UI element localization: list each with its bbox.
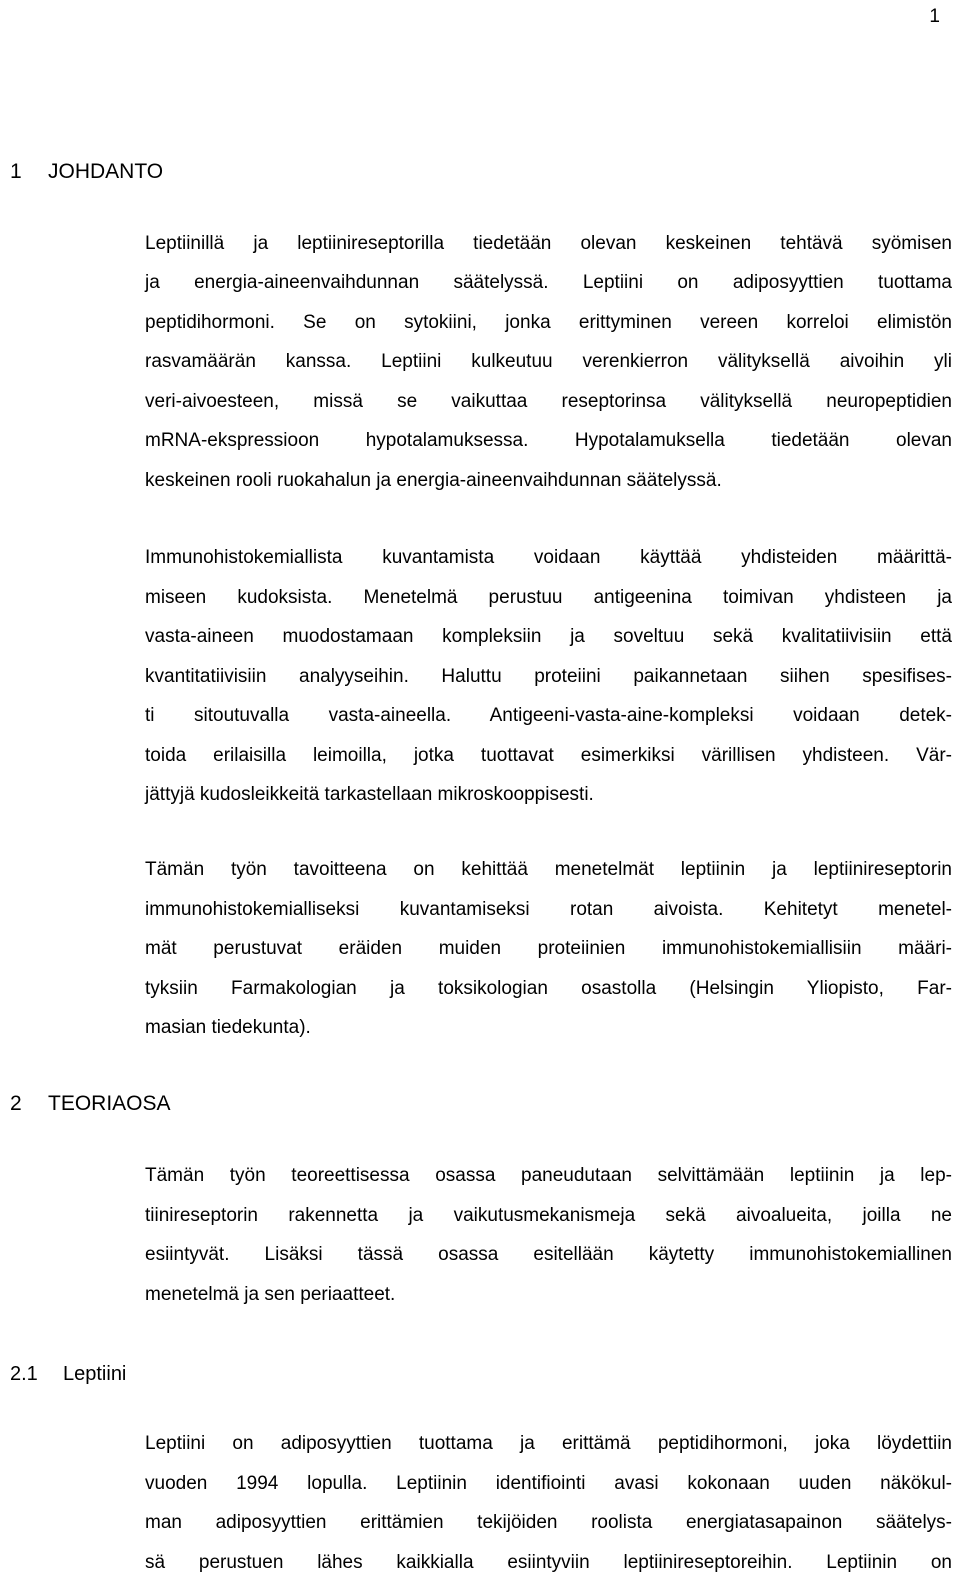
- text-line: miseen kudoksista. Menetelmä perustuu antigeenina toimivan yhdisteen ja: [145, 587, 952, 608]
- text-line: ja energia-aineenvaihdunnan säätelyssä. Leptiini on adiposyyttien tuottama: [145, 272, 952, 293]
- section-number: 2.1: [10, 1363, 38, 1385]
- text-line: peptidihormoni. Se on sytokiini, jonka erittyminen vereen korreloi elimistön: [145, 312, 952, 333]
- text-line: rasvamäärän kanssa. Leptiini kulkeutuu verenkierron välityksellä aivoihin yli: [145, 351, 952, 372]
- section-number: 1: [10, 160, 22, 183]
- text-line: menetelmä ja sen periaatteet.: [145, 1284, 396, 1305]
- text-line: masian tiedekunta).: [145, 1017, 311, 1038]
- section-title: Leptiini: [63, 1363, 127, 1385]
- text-line: immunohistokemialliseksi kuvantamiseksi rotan aivoista. Kehitetyt menetel-: [145, 899, 952, 920]
- subsection-heading-leptiini: [10, 1363, 127, 1386]
- text-line: jättyjä kudosleikkeitä tarkastellaan mikroskooppisesti.: [145, 784, 594, 805]
- text-line: vasta-aineen muodostamaan kompleksiin ja soveltuu sekä kvalitatiivisiin että: [145, 626, 952, 647]
- text-line: Immunohistokemiallista kuvantamista voidaan käyttää yhdisteiden määrittä-: [145, 547, 952, 568]
- text-line: toida erilaisilla leimoilla, jotka tuottavat esimerkiksi värillisen yhdisteen. Vär-: [145, 745, 952, 766]
- text-line: man adiposyyttien erittämien tekijöiden roolista energiatasapainon säätelys-: [145, 1512, 952, 1533]
- text-line: kvantitatiivisiin analyyseihin. Haluttu proteiini paikannetaan siihen spesifises-: [145, 666, 952, 687]
- text-line: Leptiinillä ja leptiinireseptorilla tiedetään olevan keskeinen tehtävä syömisen: [145, 233, 952, 254]
- section-title: JOHDANTO: [48, 160, 164, 183]
- section-heading-johdanto: [10, 160, 164, 184]
- text-line: Tämän työn tavoitteena on kehittää menetelmät leptiinin ja leptiinireseptorin: [145, 859, 952, 880]
- section-title: TEORIAOSA: [48, 1092, 171, 1115]
- text-line: ti sitoutuvalla vasta-aineella. Antigeeni-vasta-aine-kompleksi voidaan detek-: [145, 705, 952, 726]
- text-line: veri-aivoesteen, missä se vaikuttaa reseptorinsa välityksellä neuropeptidien: [145, 391, 952, 412]
- text-line: mät perustuvat eräiden muiden proteiinien immunohistokemiallisiin määri-: [145, 938, 952, 959]
- text-line: vuoden 1994 lopulla. Leptiinin identifiointi avasi kokonaan uuden näkökul-: [145, 1473, 952, 1494]
- page-number: 1: [929, 6, 940, 27]
- section-heading-teoriaosa: [10, 1092, 171, 1116]
- text-line: tiinireseptorin rakennetta ja vaikutusmekanismeja sekä aivoalueita, joilla ne: [145, 1205, 952, 1226]
- section-number: 2: [10, 1092, 22, 1115]
- text-line: Leptiini on adiposyyttien tuottama ja erittämä peptidihormoni, joka löydettiin: [145, 1433, 952, 1454]
- text-line: keskeinen rooli ruokahalun ja energia-aineenvaihdunnan säätelyssä.: [145, 470, 722, 491]
- text-line: Tämän työn teoreettisessa osassa paneudutaan selvittämään leptiinin ja lep-: [145, 1165, 952, 1186]
- text-line: sä perustuen lähes kaikkialla esiintyviin leptiinireseptoreihin. Leptiinin on: [145, 1552, 952, 1573]
- text-line: tyksiin Farmakologian ja toksikologian osastolla (Helsingin Yliopisto, Far-: [145, 978, 952, 999]
- text-line: mRNA-ekspressioon hypotalamuksessa. Hypotalamuksella tiedetään olevan: [145, 430, 952, 451]
- text-line: esiintyvät. Lisäksi tässä osassa esitellään käytetty immunohistokemiallinen: [145, 1244, 952, 1265]
